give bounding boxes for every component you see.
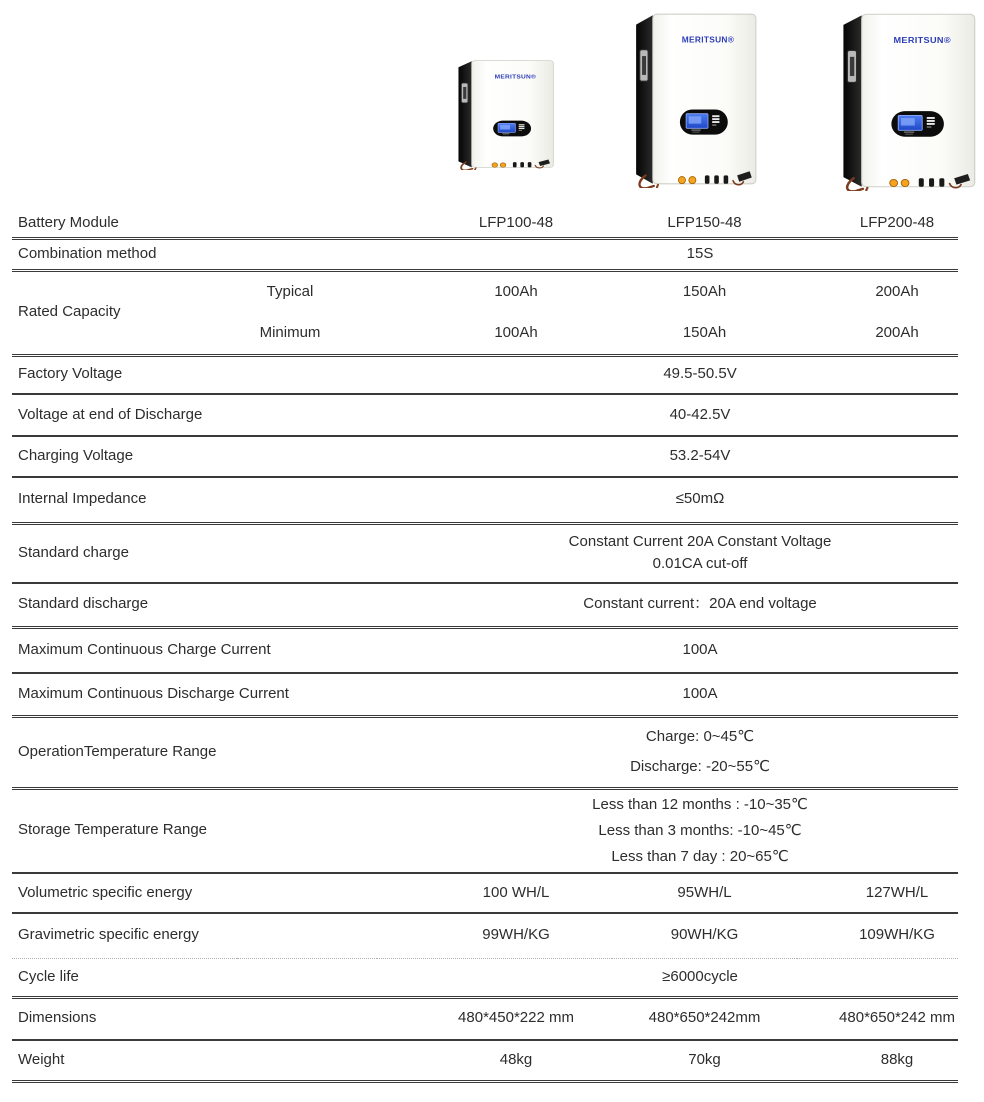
spec-row-weight	[12, 1040, 958, 1081]
row-label: Factory Voltage	[12, 355, 377, 394]
cell-value: 109WH/KG	[797, 913, 958, 958]
value-line: Less than 12 months : -10~35℃	[592, 795, 808, 813]
spec-row-gravimetric-energy	[12, 913, 958, 958]
row-label: Standard charge	[12, 523, 377, 583]
row-value: 100A	[377, 673, 958, 716]
spec-row-internal-impedance	[12, 477, 958, 523]
row-value	[377, 523, 958, 583]
row-value: 49.5-50.5V	[377, 355, 958, 394]
spec-row-dimensions	[12, 997, 958, 1040]
cell-value: 100Ah	[494, 282, 538, 300]
spec-row-combination-method	[12, 238, 958, 270]
table-title: Battery Module	[12, 210, 377, 238]
row-label: Cycle life	[12, 958, 377, 997]
row-label: Maximum Continuous Discharge Current	[12, 673, 377, 716]
value-line: Constant Current 20A Constant Voltage	[568, 533, 832, 551]
spec-row-cycle-life	[12, 958, 958, 997]
spec-row-max-charge-current	[12, 627, 958, 673]
spec-row-max-discharge-current	[12, 673, 958, 716]
cell-value: 70kg	[612, 1040, 797, 1081]
cell-value: 90WH/KG	[612, 913, 797, 958]
cell-value: 480*650*242 mm	[797, 997, 958, 1040]
row-value: 53.2-54V	[377, 436, 958, 477]
cell-value: 480*650*242mm	[612, 997, 797, 1040]
cell-value: 100Ah	[377, 313, 612, 355]
spec-row-charging-voltage	[12, 436, 958, 477]
row-label: Standard discharge	[12, 583, 377, 627]
value-line: Less than 7 day : 20~65℃	[611, 847, 789, 865]
column-header-lfp200-48: LFP200-48	[797, 210, 958, 238]
cell-value: 100 WH/L	[377, 873, 612, 913]
value-line: Charge: 0~45℃	[645, 728, 755, 745]
cell-value: 127WH/L	[797, 873, 958, 913]
spec-row-voltage-end-discharge	[12, 394, 958, 436]
spec-row-storage-temperature	[12, 788, 958, 873]
column-header-lfp150-48: LFP150-48	[612, 210, 797, 238]
spec-row-operation-temperature	[12, 716, 958, 788]
row-label: Combination method	[12, 238, 377, 270]
spec-row-standard-charge	[12, 523, 958, 583]
product-photo-lfp200-48	[840, 10, 977, 191]
cell-value: 95WH/L	[612, 873, 797, 913]
battery-spec-table	[12, 210, 958, 1083]
cell-value: 48kg	[377, 1040, 612, 1081]
row-value: ≤50mΩ	[377, 477, 958, 523]
row-value: 15S	[377, 238, 958, 270]
row-value: ≥6000cycle	[377, 958, 958, 997]
row-value: 40-42.5V	[377, 394, 958, 436]
cell-value: 150Ah	[612, 313, 797, 355]
sub-label-typical: Typical	[266, 282, 314, 300]
row-label: Voltage at end of Discharge	[12, 394, 377, 436]
row-value: Constant current：20A end voltage	[377, 583, 958, 627]
product-photo-lfp150-48	[633, 10, 758, 188]
row-label: Gravimetric specific energy	[12, 913, 377, 958]
row-label: OperationTemperature Range	[12, 716, 377, 788]
cell-value: 480*450*222 mm	[377, 997, 612, 1040]
row-value: 100A	[377, 627, 958, 673]
row-label: Dimensions	[12, 997, 377, 1040]
value-line: 0.01CA cut-off	[652, 555, 748, 573]
product-photo-lfp100-48	[456, 58, 555, 170]
row-value	[377, 716, 958, 788]
row-label: Rated Capacity	[12, 270, 237, 355]
cell-value: 200Ah	[875, 282, 919, 300]
cell-value: 88kg	[797, 1040, 958, 1081]
cell-value: 200Ah	[797, 313, 958, 355]
row-label: Volumetric specific energy	[12, 873, 377, 913]
cell-value: 150Ah	[682, 282, 727, 300]
row-label: Internal Impedance	[12, 477, 377, 523]
row-label: Charging Voltage	[12, 436, 377, 477]
sub-label-minimum: Minimum	[237, 313, 377, 355]
column-header-lfp100-48: LFP100-48	[377, 210, 612, 238]
spec-row-standard-discharge	[12, 583, 958, 627]
row-label: Storage Temperature Range	[12, 788, 377, 873]
row-label: Maximum Continuous Charge Current	[12, 627, 377, 673]
row-value	[377, 788, 958, 873]
spec-header-row	[12, 210, 958, 238]
row-label: Weight	[12, 1040, 377, 1081]
cell-value: 99WH/KG	[377, 913, 612, 958]
spec-row-rated-capacity-typical	[12, 270, 958, 313]
value-line: Less than 3 months: -10~45℃	[598, 821, 802, 839]
spec-row-factory-voltage	[12, 355, 958, 394]
value-line: Discharge: -20~55℃	[630, 758, 770, 775]
spec-row-volumetric-energy	[12, 873, 958, 913]
